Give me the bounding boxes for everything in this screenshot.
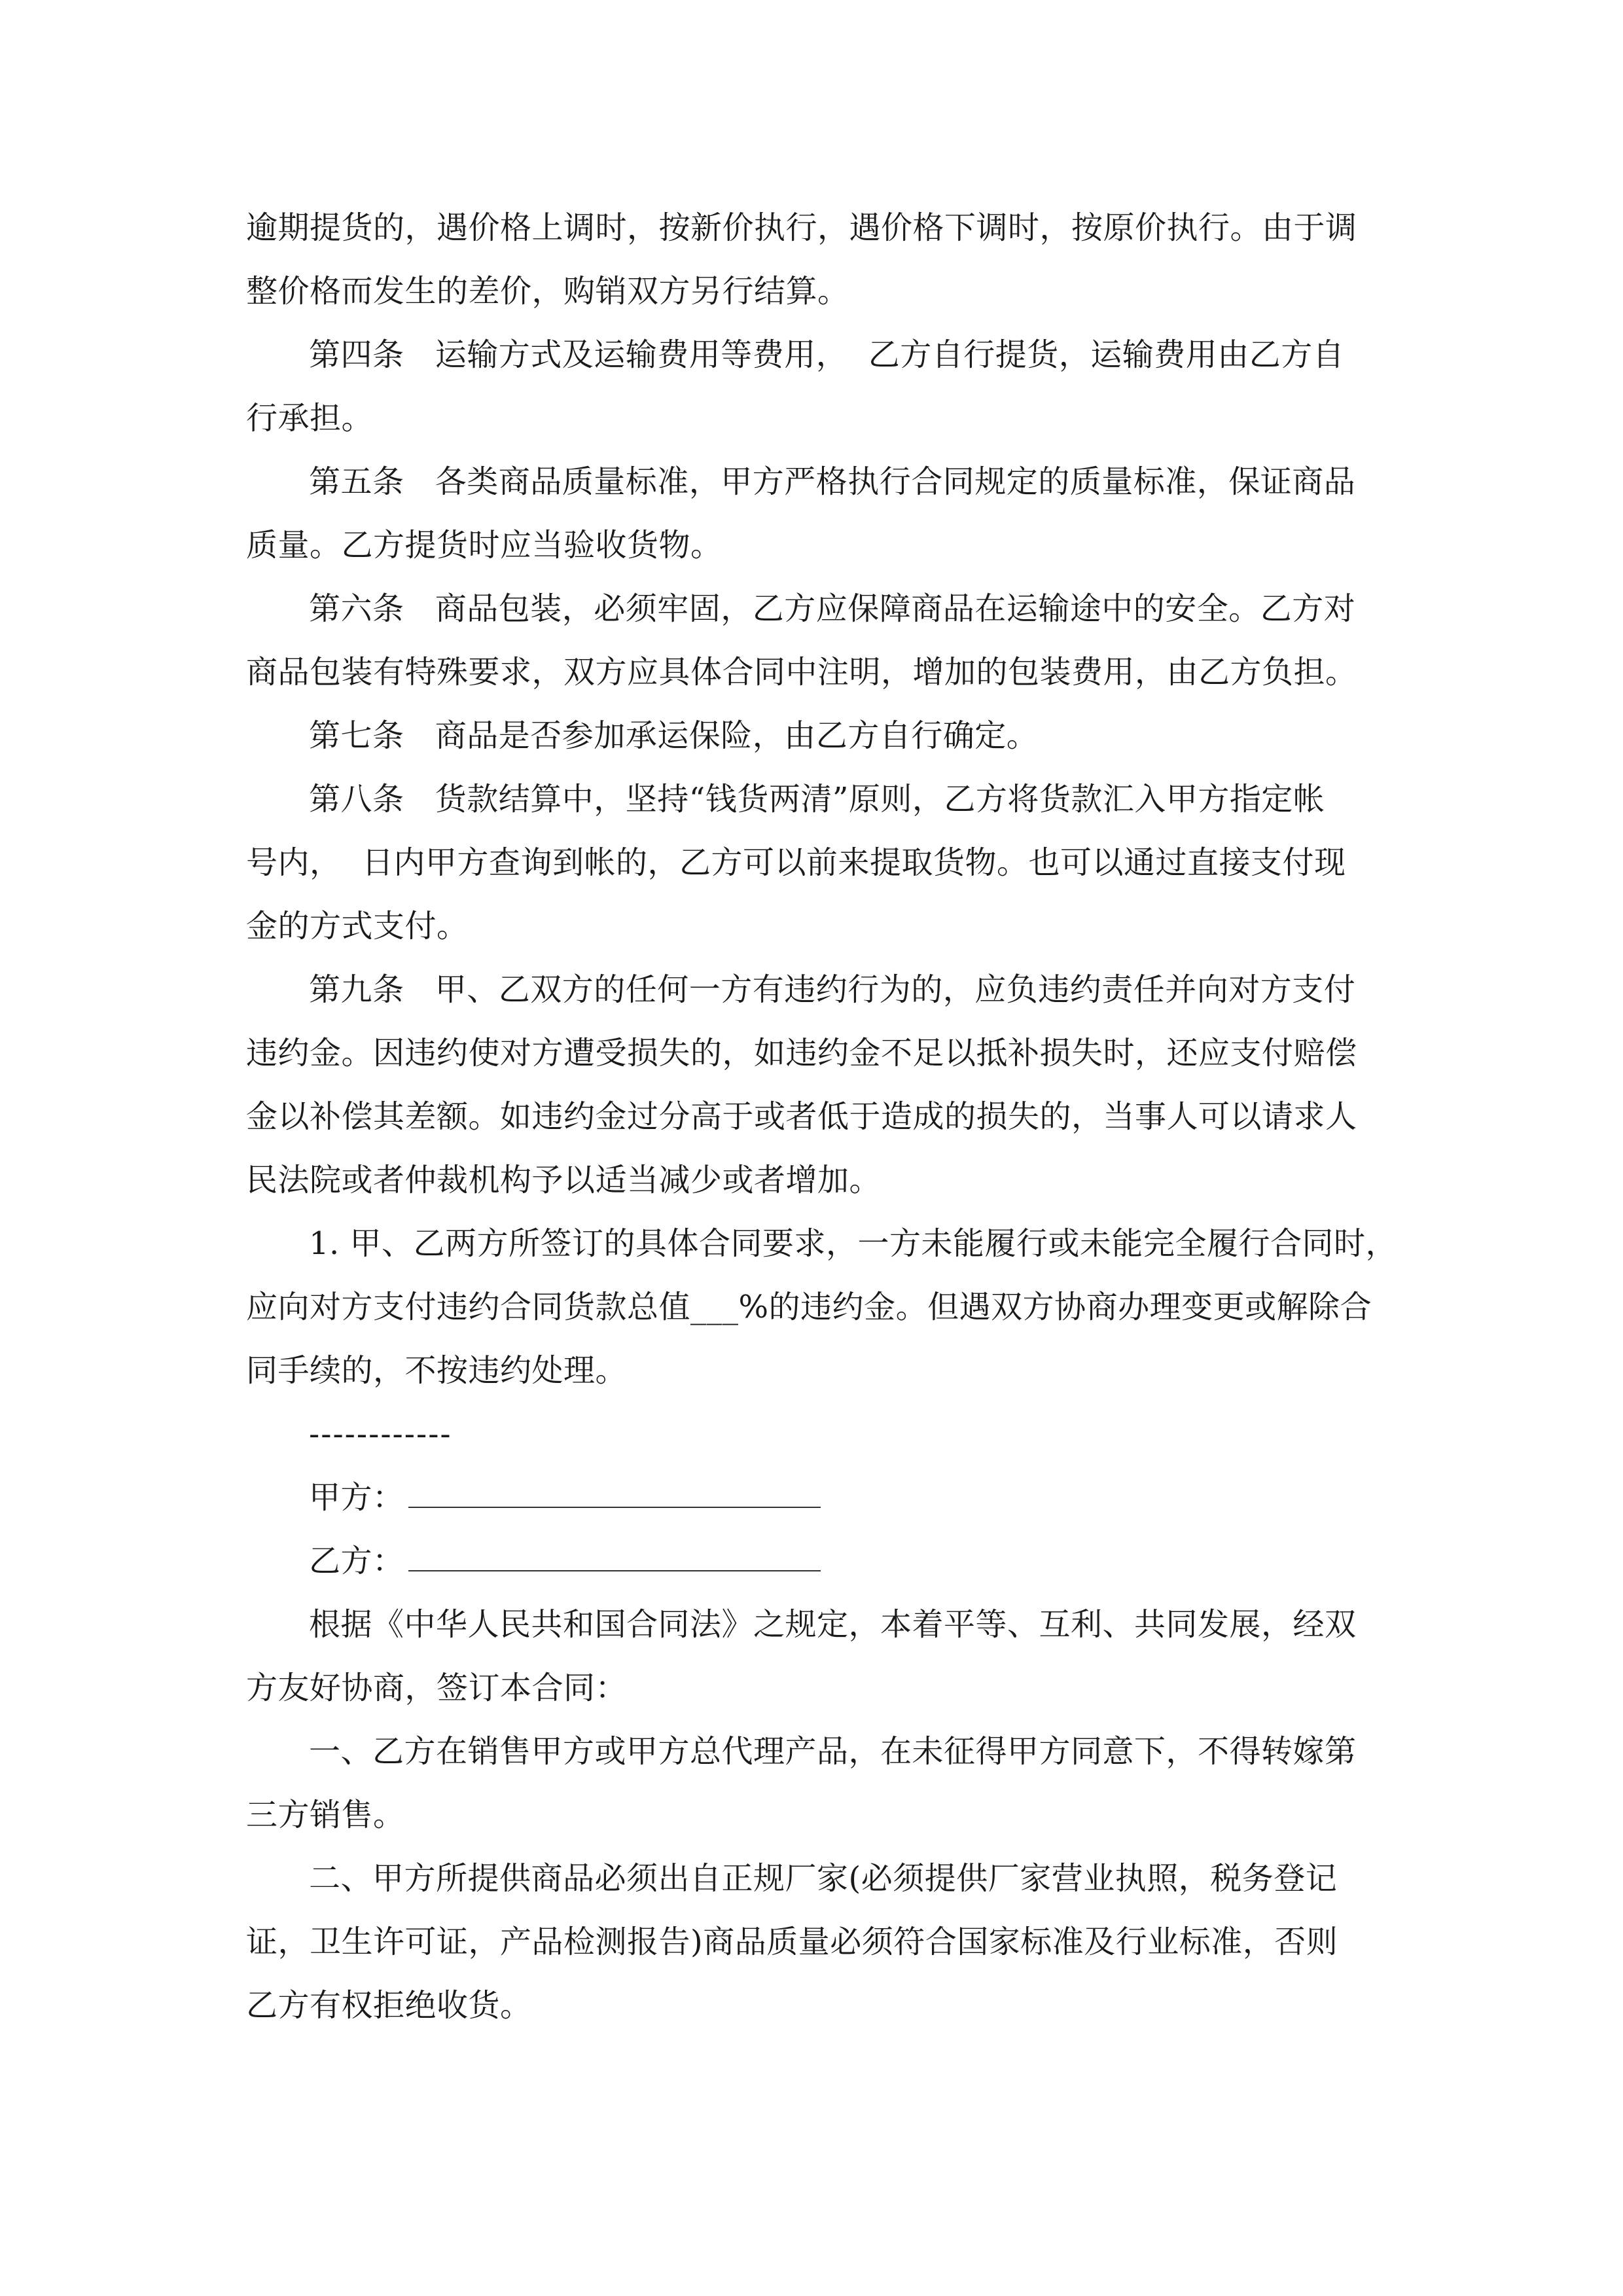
article-4-line-1: 第四条 运输方式及运输费用等费用， 乙方自行提货，运输费用由乙方自	[309, 336, 1345, 373]
section-2-line-2: 证，卫生许可证，产品检测报告)商品质量必须符合国家标准及行业标准，否则	[246, 1924, 1338, 1960]
article-9-line-3: 金以补偿其差额。如违约金过分高于或者低于造成的损失的，当事人可以请求人	[246, 1098, 1357, 1135]
preamble-line-2: 方友好协商，签订本合同：	[246, 1670, 628, 1706]
party-a-signature-line[interactable]	[408, 1475, 821, 1508]
contract-body	[246, 196, 1398, 2037]
section-1-line-2: 三方销售。	[246, 1797, 405, 1833]
article-6-line-1: 第六条 商品包装，必须牢固，乙方应保障商品在运输途中的安全。乙方对	[309, 590, 1356, 627]
article-8-line-2: 号内， 日内甲方查询到帐的，乙方可以前来提取货物。也可以通过直接支付现	[246, 844, 1346, 881]
preamble-line-1: 根据《中华人民共和国合同法》之规定，本着平等、互利、共同发展，经双	[309, 1606, 1357, 1643]
article-8-line-3: 金的方式支付。	[246, 908, 469, 944]
party-b-signature-line[interactable]	[408, 1539, 821, 1571]
article-5-line-2: 质量。乙方提货时应当验收货物。	[246, 527, 722, 564]
section-2-line-3: 乙方有权拒绝收货。	[246, 1987, 532, 2024]
party-b-label: 乙方：	[309, 1543, 404, 1579]
text-line-1: 逾期提货的，遇价格上调时，按新价执行，遇价格下调时，按原价执行。由于调	[246, 209, 1357, 246]
article-4-line-2: 行承担。	[246, 400, 374, 437]
article-5-line-1: 第五条 各类商品质量标准，甲方严格执行合同规定的质量标准，保证商品	[309, 463, 1356, 500]
article-9-line-2: 违约金。因违约使对方遭受损失的，如违约金不足以抵补损失时，还应支付赔偿	[246, 1035, 1357, 1071]
article-9-line-4: 民法院或者仲裁机构予以适当减少或者增加。	[246, 1162, 882, 1198]
clause-1-line-1: 1. 甲、乙两方所签订的具体合同要求，一方未能履行或未能完全履行合同时，	[309, 1225, 1398, 1262]
section-2-line-1: 二、甲方所提供商品必须出自正规厂家(必须提供厂家营业执照，税务登记	[309, 1860, 1338, 1897]
section-1-line-1: 一、乙方在销售甲方或甲方总代理产品，在未征得甲方同意下，不得转嫁第	[309, 1733, 1357, 1770]
clause-1-line-2: 应向对方支付违约合同货款总值___%的违约金。但遇双方协商办理变更或解除合	[246, 1289, 1372, 1325]
party-a-signature-row	[246, 1466, 1378, 1530]
article-6-line-2: 商品包装有特殊要求，双方应具体合同中注明，增加的包装费用，由乙方负担。	[246, 654, 1357, 691]
clause-1-line-3: 同手续的，不按违约处理。	[246, 1352, 628, 1389]
article-7-line-1: 第七条 商品是否参加承运保险，由乙方自行确定。	[309, 717, 1039, 754]
article-8-line-1: 第八条 货款结算中，坚持“钱货两清”原则，乙方将货款汇入甲方指定帐	[309, 781, 1325, 817]
party-b-signature-row	[246, 1530, 1378, 1593]
dash-separator: ------------	[309, 1416, 452, 1452]
text-line-2: 整价格而发生的差价，购销双方另行结算。	[246, 273, 849, 310]
article-9-line-1: 第九条 甲、乙双方的任何一方有违约行为的，应负违约责任并向对方支付	[309, 971, 1356, 1008]
party-a-label: 甲方：	[309, 1479, 404, 1516]
